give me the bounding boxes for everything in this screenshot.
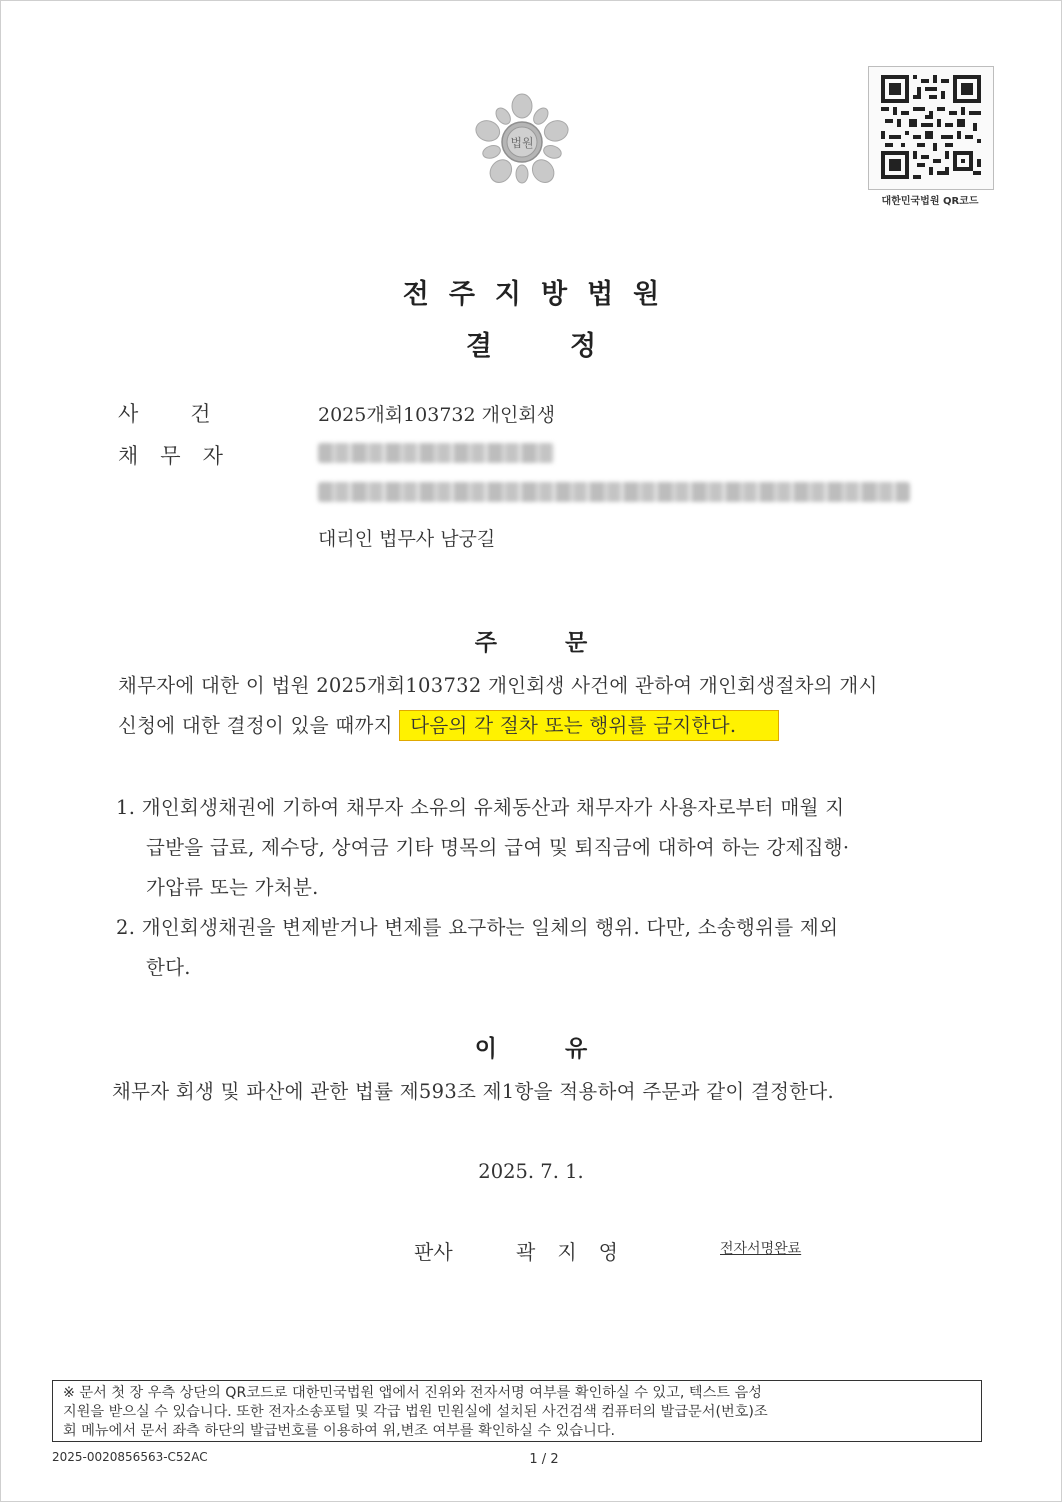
issue-number: 2025-0020856563-C52AC — [52, 1450, 208, 1464]
debtor-label: 채무자 — [118, 444, 245, 468]
decision-date: 2025. 7. 1. — [478, 1160, 584, 1183]
esign-stamp: 전자서명완료 — [720, 1241, 802, 1257]
judge-name: 곽지영 — [516, 1240, 640, 1264]
order-line-2 — [118, 710, 779, 738]
reason-title: 이유 — [474, 1036, 656, 1062]
notice-line-2: 지원을 받으실 수 있습니다. 또한 전자소송포털 및 각급 법원 민원실에 설치된 사건검색 컴퓨터의 발급문서(번호)조 — [63, 1404, 768, 1420]
order-item-2-line-1: 2. 개인회생채권을 변제받거나 변제를 요구하는 일체의 행위. 다만, 소송행위를 제외 — [116, 916, 839, 939]
qr-code[interactable] — [868, 66, 994, 190]
emblem-text: 법원 — [510, 136, 534, 150]
case-value: 2025개회103732 개인회생 — [318, 404, 556, 426]
order-item-2-line-2: 한다. — [146, 956, 191, 979]
order-title: 주문 — [474, 630, 656, 656]
notice-line-1: ※ 문서 첫 장 우측 상단의 QR코드로 대한민국법원 앱에서 진위와 전자서명 여부를 확인하실 수 있고, 텍스트 음성 — [63, 1385, 762, 1401]
notice-line-3: 회 메뉴에서 문서 좌측 하단의 발급번호를 이용하여 위,변조 여부를 확인하실 수 있습니다. — [63, 1423, 616, 1439]
judge-title: 판사 — [414, 1240, 453, 1264]
qr-label: 대한민국법원 QR코드 — [881, 196, 979, 207]
order-line-2-prefix: 신청에 대한 결정이 있을 때까지 — [118, 714, 393, 737]
reason-text: 채무자 회생 및 파산에 관한 법률 제593조 제1항을 적용하여 주문과 같이 결정한다. — [112, 1080, 835, 1103]
case-label: 사건 — [118, 402, 263, 426]
order-line-1: 채무자에 대한 이 법원 2025개회103732 개인회생 사건에 관하여 개인회생절차의 개시 — [118, 674, 878, 697]
document-type: 결정 — [465, 331, 675, 362]
page-number: 1 / 2 — [529, 1452, 559, 1467]
qr-code-icon — [881, 75, 981, 179]
order-highlight: 다음의 각 절차 또는 행위를 금지한다. — [399, 710, 779, 741]
order-item-1-line-3: 가압류 또는 가처분. — [146, 876, 319, 899]
court-name: 전주지방법원 — [402, 279, 680, 310]
redacted-debtor-address — [318, 482, 910, 502]
agent-value: 대리인 법무사 남궁길 — [318, 528, 496, 550]
order-item-1-line-2: 급받을 급료, 제수당, 상여금 기타 명목의 급여 및 퇴직금에 대하여 하는 강제집행· — [146, 836, 850, 859]
redacted-debtor-name — [318, 443, 554, 463]
verification-notice — [52, 1380, 982, 1442]
order-item-1-line-1: 1. 개인회생채권에 기하여 채무자 소유의 유체동산과 채무자가 사용자로부터 매월 지 — [116, 796, 845, 819]
court-emblem-icon — [474, 92, 570, 188]
